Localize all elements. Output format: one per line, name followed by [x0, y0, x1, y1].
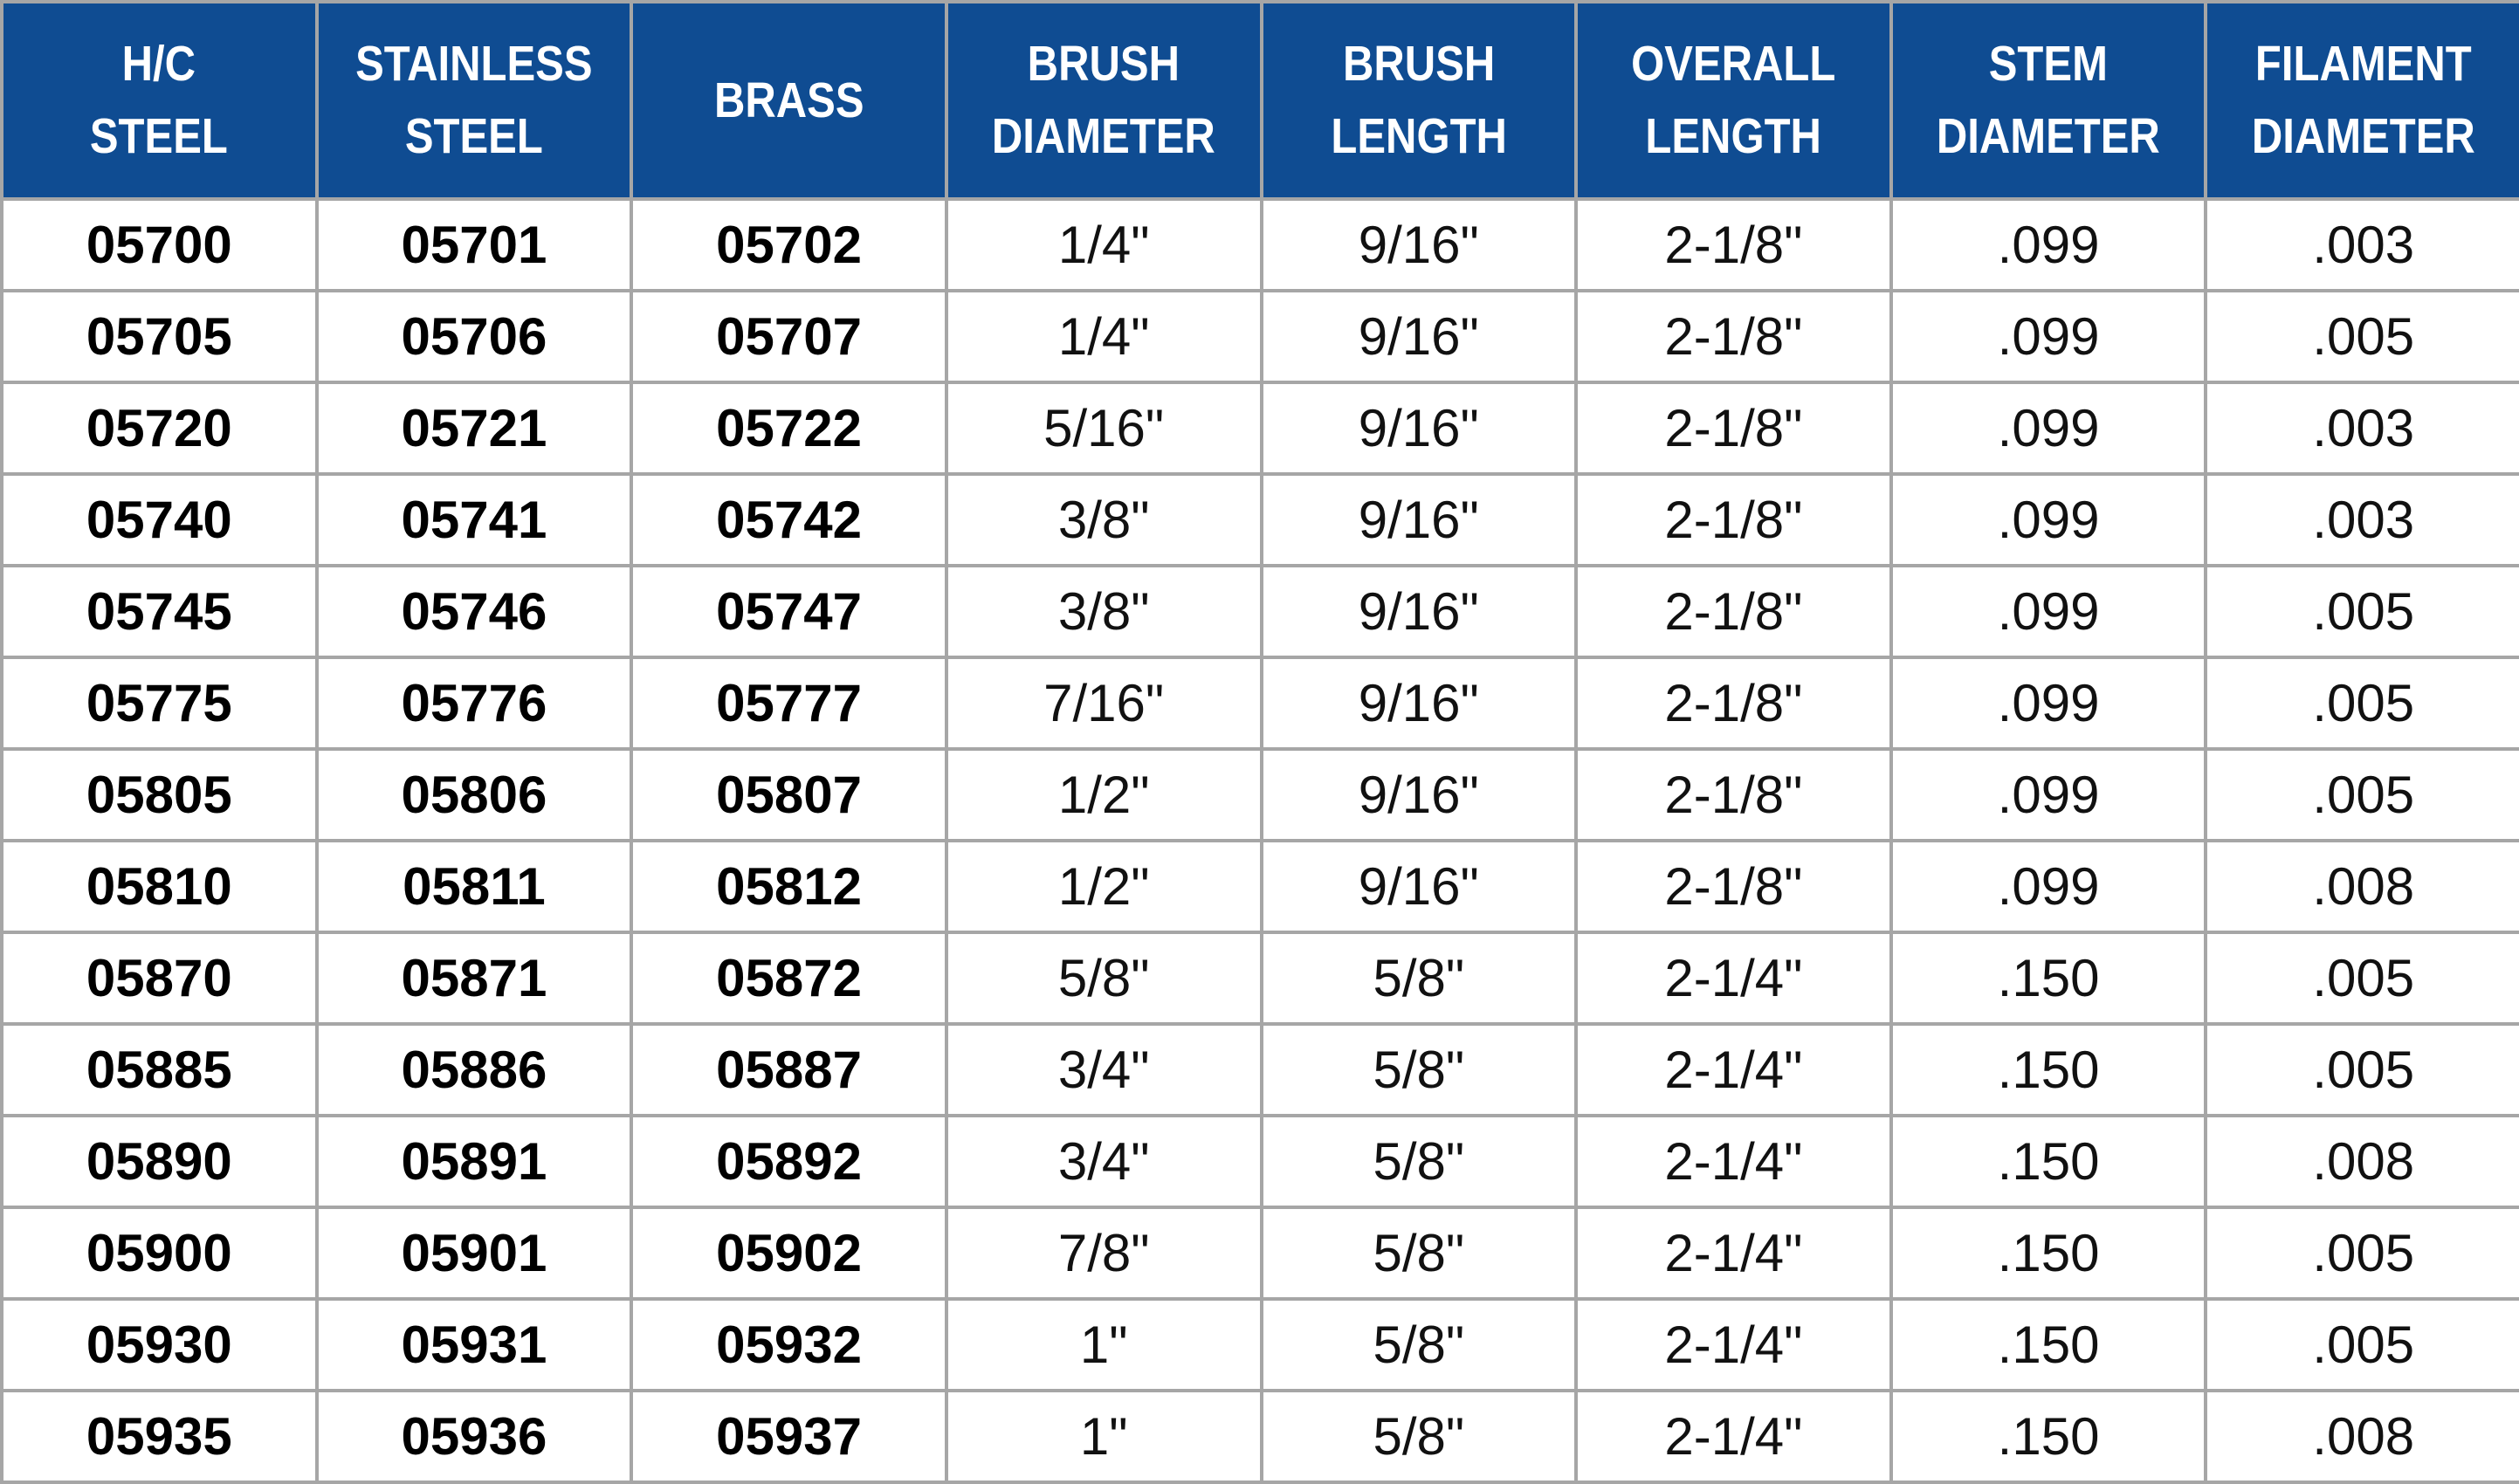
- stem-diameter-cell: .150: [1891, 1024, 2206, 1116]
- stem-diameter-cell: .099: [1891, 199, 2206, 291]
- brush-diameter-cell: 1": [946, 1391, 1262, 1482]
- brass-cell: 05887: [631, 1024, 946, 1116]
- stem-diameter-cell: .099: [1891, 382, 2206, 474]
- table-row: [2, 382, 2519, 474]
- brush-diameter-cell: 5/8": [946, 932, 1262, 1024]
- overall-length-cell: 2-1/8": [1576, 382, 1891, 474]
- stainless-steel-cell: 05721: [317, 382, 632, 474]
- brush-diameter-cell: 7/16": [946, 657, 1262, 749]
- brass-cell: 05812: [631, 841, 946, 932]
- brush-length-cell: 9/16": [1262, 657, 1577, 749]
- brush-length-cell: 9/16": [1262, 474, 1577, 566]
- stem-diameter-cell: .150: [1891, 1299, 2206, 1391]
- hc-steel-cell: 05885: [2, 1024, 317, 1116]
- brush-diameter-cell: 3/8": [946, 474, 1262, 566]
- hc-steel-cell: 05745: [2, 566, 317, 657]
- brass-cell: 05707: [631, 291, 946, 382]
- hc-steel-cell: 05720: [2, 382, 317, 474]
- filament-diameter-cell: .005: [2206, 566, 2519, 657]
- hc-steel-cell: 05700: [2, 199, 317, 291]
- brush-diameter-cell: 1/4": [946, 291, 1262, 382]
- table-row: [2, 1391, 2519, 1482]
- header-brush-diameter: BRUSH DIAMETER: [946, 2, 1262, 199]
- brush-length-cell: 9/16": [1262, 749, 1577, 841]
- overall-length-cell: 2-1/4": [1576, 1207, 1891, 1299]
- stainless-steel-cell: 05741: [317, 474, 632, 566]
- filament-diameter-cell: .005: [2206, 1207, 2519, 1299]
- stem-diameter-cell: .150: [1891, 1207, 2206, 1299]
- brush-diameter-cell: 5/16": [946, 382, 1262, 474]
- stem-diameter-cell: .150: [1891, 932, 2206, 1024]
- header-brush-length: BRUSH LENGTH: [1262, 2, 1577, 199]
- brush-length-cell: 5/8": [1262, 1116, 1577, 1207]
- table-row: [2, 291, 2519, 382]
- table-row: [2, 657, 2519, 749]
- brass-cell: 05937: [631, 1391, 946, 1482]
- brush-length-cell: 9/16": [1262, 841, 1577, 932]
- stem-diameter-cell: .150: [1891, 1391, 2206, 1482]
- brush-diameter-cell: 1/4": [946, 199, 1262, 291]
- stainless-steel-cell: 05931: [317, 1299, 632, 1391]
- hc-steel-cell: 05810: [2, 841, 317, 932]
- brush-diameter-cell: 1": [946, 1299, 1262, 1391]
- table-row: [2, 199, 2519, 291]
- stem-diameter-cell: .099: [1891, 841, 2206, 932]
- table-header: [2, 2, 2519, 199]
- header-stainless-steel: STAINLESS STEEL: [317, 2, 632, 199]
- filament-diameter-cell: .003: [2206, 382, 2519, 474]
- table-row: [2, 932, 2519, 1024]
- brush-diameter-cell: 1/2": [946, 749, 1262, 841]
- header-filament-diameter: FILAMENT DIAMETER: [2206, 2, 2519, 199]
- stem-diameter-cell: .099: [1891, 566, 2206, 657]
- hc-steel-cell: 05890: [2, 1116, 317, 1207]
- brass-cell: 05872: [631, 932, 946, 1024]
- brush-length-cell: 9/16": [1262, 566, 1577, 657]
- filament-diameter-cell: .005: [2206, 1024, 2519, 1116]
- hc-steel-cell: 05705: [2, 291, 317, 382]
- brush-diameter-cell: 3/8": [946, 566, 1262, 657]
- brass-cell: 05747: [631, 566, 946, 657]
- filament-diameter-cell: .005: [2206, 749, 2519, 841]
- stem-diameter-cell: .099: [1891, 291, 2206, 382]
- overall-length-cell: 2-1/8": [1576, 841, 1891, 932]
- stainless-steel-cell: 05706: [317, 291, 632, 382]
- filament-diameter-cell: .003: [2206, 199, 2519, 291]
- table-row: [2, 566, 2519, 657]
- table-row: [2, 1207, 2519, 1299]
- brass-cell: 05902: [631, 1207, 946, 1299]
- header-row: [2, 2, 2519, 199]
- table-row: [2, 474, 2519, 566]
- overall-length-cell: 2-1/4": [1576, 1116, 1891, 1207]
- brass-cell: 05932: [631, 1299, 946, 1391]
- overall-length-cell: 2-1/8": [1576, 657, 1891, 749]
- stainless-steel-cell: 05871: [317, 932, 632, 1024]
- stem-diameter-cell: .150: [1891, 1116, 2206, 1207]
- overall-length-cell: 2-1/8": [1576, 474, 1891, 566]
- brush-length-cell: 5/8": [1262, 1299, 1577, 1391]
- stainless-steel-cell: 05776: [317, 657, 632, 749]
- brush-length-cell: 9/16": [1262, 382, 1577, 474]
- filament-diameter-cell: .005: [2206, 291, 2519, 382]
- hc-steel-cell: 05900: [2, 1207, 317, 1299]
- hc-steel-cell: 05930: [2, 1299, 317, 1391]
- brush-length-cell: 5/8": [1262, 1391, 1577, 1482]
- filament-diameter-cell: .005: [2206, 932, 2519, 1024]
- stem-diameter-cell: .099: [1891, 657, 2206, 749]
- filament-diameter-cell: .008: [2206, 841, 2519, 932]
- brush-length-cell: 5/8": [1262, 1207, 1577, 1299]
- stainless-steel-cell: 05811: [317, 841, 632, 932]
- brass-cell: 05722: [631, 382, 946, 474]
- hc-steel-cell: 05775: [2, 657, 317, 749]
- overall-length-cell: 2-1/8": [1576, 749, 1891, 841]
- hc-steel-cell: 05870: [2, 932, 317, 1024]
- stainless-steel-cell: 05886: [317, 1024, 632, 1116]
- table-row: [2, 1024, 2519, 1116]
- brush-length-cell: 9/16": [1262, 199, 1577, 291]
- brass-cell: 05777: [631, 657, 946, 749]
- hc-steel-cell: 05805: [2, 749, 317, 841]
- table-body: [2, 199, 2519, 1482]
- stainless-steel-cell: 05901: [317, 1207, 632, 1299]
- overall-length-cell: 2-1/4": [1576, 932, 1891, 1024]
- brass-cell: 05702: [631, 199, 946, 291]
- brush-diameter-cell: 3/4": [946, 1116, 1262, 1207]
- filament-diameter-cell: .005: [2206, 1299, 2519, 1391]
- header-hc-steel: H/C STEEL: [2, 2, 317, 199]
- brush-diameter-cell: 7/8": [946, 1207, 1262, 1299]
- filament-diameter-cell: .008: [2206, 1116, 2519, 1207]
- brass-cell: 05807: [631, 749, 946, 841]
- overall-length-cell: 2-1/4": [1576, 1391, 1891, 1482]
- header-overall-length: OVERALL LENGTH: [1576, 2, 1891, 199]
- header-brass: BRASS: [631, 2, 946, 199]
- table-row: [2, 841, 2519, 932]
- overall-length-cell: 2-1/8": [1576, 291, 1891, 382]
- brush-diameter-cell: 1/2": [946, 841, 1262, 932]
- filament-diameter-cell: .003: [2206, 474, 2519, 566]
- stem-diameter-cell: .099: [1891, 474, 2206, 566]
- filament-diameter-cell: .005: [2206, 657, 2519, 749]
- brush-diameter-cell: 3/4": [946, 1024, 1262, 1116]
- brass-cell: 05742: [631, 474, 946, 566]
- brass-cell: 05892: [631, 1116, 946, 1207]
- hc-steel-cell: 05935: [2, 1391, 317, 1482]
- brush-length-cell: 9/16": [1262, 291, 1577, 382]
- brush-length-cell: 5/8": [1262, 932, 1577, 1024]
- overall-length-cell: 2-1/8": [1576, 199, 1891, 291]
- table-row: [2, 749, 2519, 841]
- stainless-steel-cell: 05891: [317, 1116, 632, 1207]
- stem-diameter-cell: .099: [1891, 749, 2206, 841]
- hc-steel-cell: 05740: [2, 474, 317, 566]
- brush-length-cell: 5/8": [1262, 1024, 1577, 1116]
- filament-diameter-cell: .008: [2206, 1391, 2519, 1482]
- stainless-steel-cell: 05936: [317, 1391, 632, 1482]
- overall-length-cell: 2-1/8": [1576, 566, 1891, 657]
- stainless-steel-cell: 05701: [317, 199, 632, 291]
- header-stem-diameter: STEM DIAMETER: [1891, 2, 2206, 199]
- table-row: [2, 1116, 2519, 1207]
- overall-length-cell: 2-1/4": [1576, 1024, 1891, 1116]
- stainless-steel-cell: 05746: [317, 566, 632, 657]
- stainless-steel-cell: 05806: [317, 749, 632, 841]
- overall-length-cell: 2-1/4": [1576, 1299, 1891, 1391]
- table-row: [2, 1299, 2519, 1391]
